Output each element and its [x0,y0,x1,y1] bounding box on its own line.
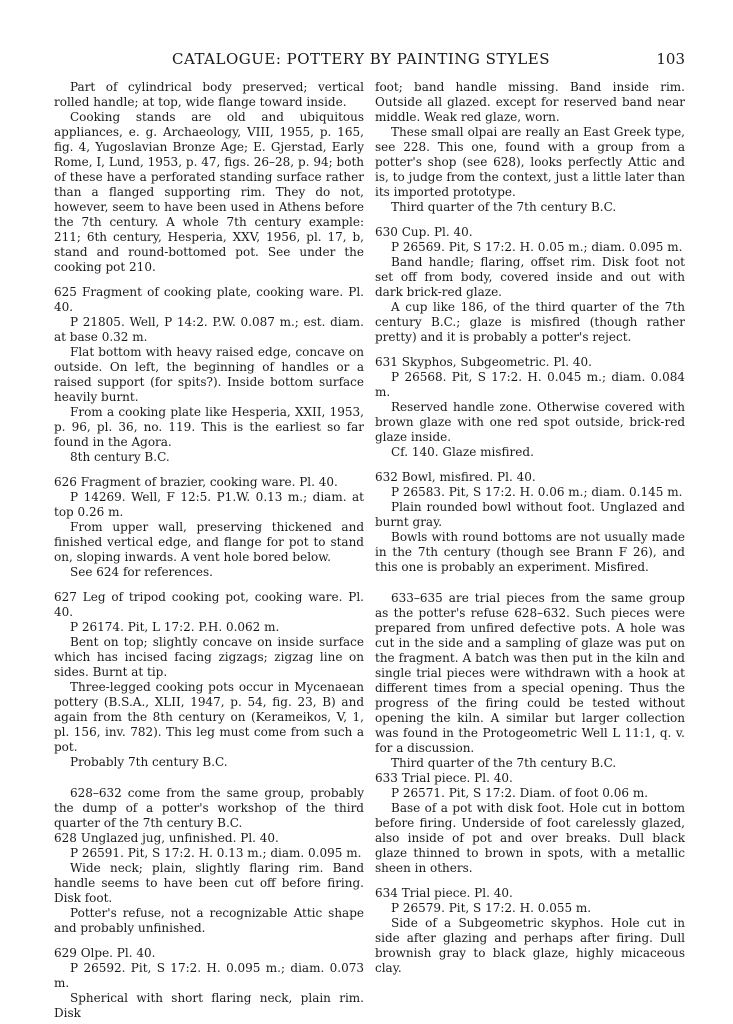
catalogue-paragraph: 629 Olpe. Pl. 40. [54,946,156,960]
catalogue-paragraph: P 26174. Pit, L 17:2. P.H. 0.062 m. [70,620,280,634]
catalogue-paragraph: Flat bottom with heavy raised edge, concave on outside. On left, the beginning of handles or a raised support (for spits?). Inside bottom surface heavily burnt. [54,345,364,404]
catalogue-paragraph: P 26579. Pit, S 17:2. H. 0.055 m. [391,901,592,915]
catalogue-paragraph: Side of a Subgeometric skyphos. Hole cut in side after glazing and perhaps after firing. Dull brownish gray to black glaze, highly micaceous clay. [375,916,685,975]
catalogue-paragraph: Base of a pot with disk foot. Hole cut in bottom before firing. Underside of foot carelessly glazed, also inside of pot and over breaks. Dull black glaze thinned to brown in spots, with a metallic sheen in others. [375,801,685,875]
catalogue-paragraph: Third quarter of the 7th century B.C. [391,200,617,214]
page-number: 103 [656,50,685,68]
catalogue-paragraph: Third quarter of the 7th century B.C. [391,756,617,770]
running-header [54,50,685,70]
catalogue-paragraph: 631 Skyphos, Subgeometric. Pl. 40. [375,355,592,369]
left-column [54,80,364,1021]
catalogue-paragraph: Three-legged cooking pots occur in Mycenaean pottery (B.S.A., XLII, 1947, p. 54, fig. 23, B) and again from the 8th century on (Kerameikos, V, 1, pl. 156, inv. 782). This leg must come from such a pot. [54,680,364,754]
catalogue-paragraph: 633–635 are trial pieces from the same group as the potter's refuse 628–632. Such pieces were prepared from unfired defective pots. A hole was cut in the side and a sampling of glaze was put on the fragment. A batch was then put in the kiln and single trial pieces were withdrawn with a hook at different times from a special opening. Thus the progress of the firing could be tested without opening the kiln. A similar but larger collection was found in the Protogeometric Well L 11:1, q. v. for a discussion. [375,591,685,755]
catalogue-paragraph: P 26583. Pit, S 17:2. H. 0.06 m.; diam. 0.145 m. [391,485,683,499]
catalogue-paragraph: Plain rounded bowl without foot. Unglazed and burnt gray. [375,500,685,529]
catalogue-paragraph: P 26568. Pit, S 17:2. H. 0.045 m.; diam. 0.084 m. [375,370,685,399]
catalogue-paragraph: Cf. 140. Glaze misfired. [391,445,534,459]
running-title: CATALOGUE: POTTERY BY PAINTING STYLES [172,50,550,68]
catalogue-paragraph: 627 Leg of tripod cooking pot, cooking ware. Pl. 40. [54,590,364,619]
catalogue-paragraph: P 14269. Well, F 12:5. P1.W. 0.13 m.; diam. at top 0.26 m. [54,490,364,519]
catalogue-paragraph: Cooking stands are old and ubiquitous appliances, e. g. Archaeology, VIII, 1955, p. 165, fig. 4, Yugoslavian Bronze Age; E. Gjerstad, Early Rome, I, Lund, 1953, p. 47, figs. 26–28, p. 94; both of these have a perforated standing surface rather than a flanged supporting rim. They do not, however, seem to have been used in Athens before the 7th century. A whole 7th century example: 211; 6th century, Hesperia, XXV, 1956, pl. 17, b, stand and round-bottomed pot. See under the cooking pot 210. [54,110,364,274]
catalogue-paragraph: 634 Trial piece. Pl. 40. [375,886,513,900]
catalogue-paragraph: Wide neck; plain, slightly flaring rim. Band handle seems to have been cut off before firing. Disk foot. [54,861,364,905]
catalogue-paragraph: Band handle; flaring, offset rim. Disk foot not set off from body, covered inside and out with dark brick-red glaze. [375,255,685,299]
catalogue-paragraph: Probably 7th century B.C. [70,755,228,769]
catalogue-paragraph: 632 Bowl, misfired. Pl. 40. [375,470,536,484]
catalogue-paragraph: Reserved handle zone. Otherwise covered with brown glaze with one red spot outside, brick-red glaze inside. [375,400,685,444]
catalogue-paragraph: Spherical with short flaring neck, plain rim. Disk [54,991,364,1020]
catalogue-paragraph: P 26591. Pit, S 17:2. H. 0.13 m.; diam. 0.095 m. [70,846,362,860]
catalogue-paragraph: P 26571. Pit, S 17:2. Diam. of foot 0.06 m. [391,786,649,800]
catalogue-paragraph: foot; band handle missing. Band inside rim. Outside all glazed. except for reserved band near middle. Weak red glaze, worn. [375,80,685,124]
catalogue-paragraph: 625 Fragment of cooking plate, cooking ware. Pl. 40. [54,285,364,314]
catalogue-paragraph: These small olpai are really an East Greek type, see 228. This one, found with a group from a potter's shop (see 628), looks perfectly Attic and is, to judge from the context, just a little later than its imported prototype. [375,125,685,199]
catalogue-paragraph: Bent on top; slightly concave on inside surface which has incised facing zigzags; zigzag line on sides. Burnt at tip. [54,635,364,679]
catalogue-paragraph: 633 Trial piece. Pl. 40. [375,771,513,785]
catalogue-paragraph: P 26569. Pit, S 17:2. H. 0.05 m.; diam. 0.095 m. [391,240,683,254]
catalogue-paragraph: 628–632 come from the same group, probably the dump of a potter's workshop of the third quarter of the 7th century B.C. [54,786,364,830]
right-column [375,80,685,976]
catalogue-paragraph: 8th century B.C. [70,450,170,464]
catalogue-paragraph: From upper wall, preserving thickened and finished vertical edge, and flange for pot to stand on, sloping inwards. A vent hole bored below. [54,520,364,564]
catalogue-paragraph: A cup like 186, of the third quarter of the 7th century B.C.; glaze is misfired (though rather pretty) and it is probably a potter's reject. [375,300,685,344]
catalogue-paragraph: From a cooking plate like Hesperia, XXII, 1953, p. 96, pl. 36, no. 119. This is the earliest so far found in the Agora. [54,405,364,449]
catalogue-paragraph: 626 Fragment of brazier, cooking ware. Pl. 40. [54,475,338,489]
catalogue-paragraph: 628 Unglazed jug, unfinished. Pl. 40. [54,831,279,845]
catalogue-paragraph: See 624 for references. [70,565,213,579]
catalogue-paragraph: Potter's refuse, not a recognizable Attic shape and probably unfinished. [54,906,364,935]
catalogue-paragraph: P 21805. Well, P 14:2. P.W. 0.087 m.; est. diam. at base 0.32 m. [54,315,364,344]
catalogue-paragraph: P 26592. Pit, S 17:2. H. 0.095 m.; diam. 0.073 m. [54,961,364,990]
catalogue-paragraph: Part of cylindrical body preserved; vertical rolled handle; at top, wide flange toward inside. [54,80,364,109]
catalogue-paragraph: 630 Cup. Pl. 40. [375,225,473,239]
catalogue-paragraph: Bowls with round bottoms are not usually made in the 7th century (though see Brann F 26), and this one is probably an experiment. Misfired. [375,530,685,574]
